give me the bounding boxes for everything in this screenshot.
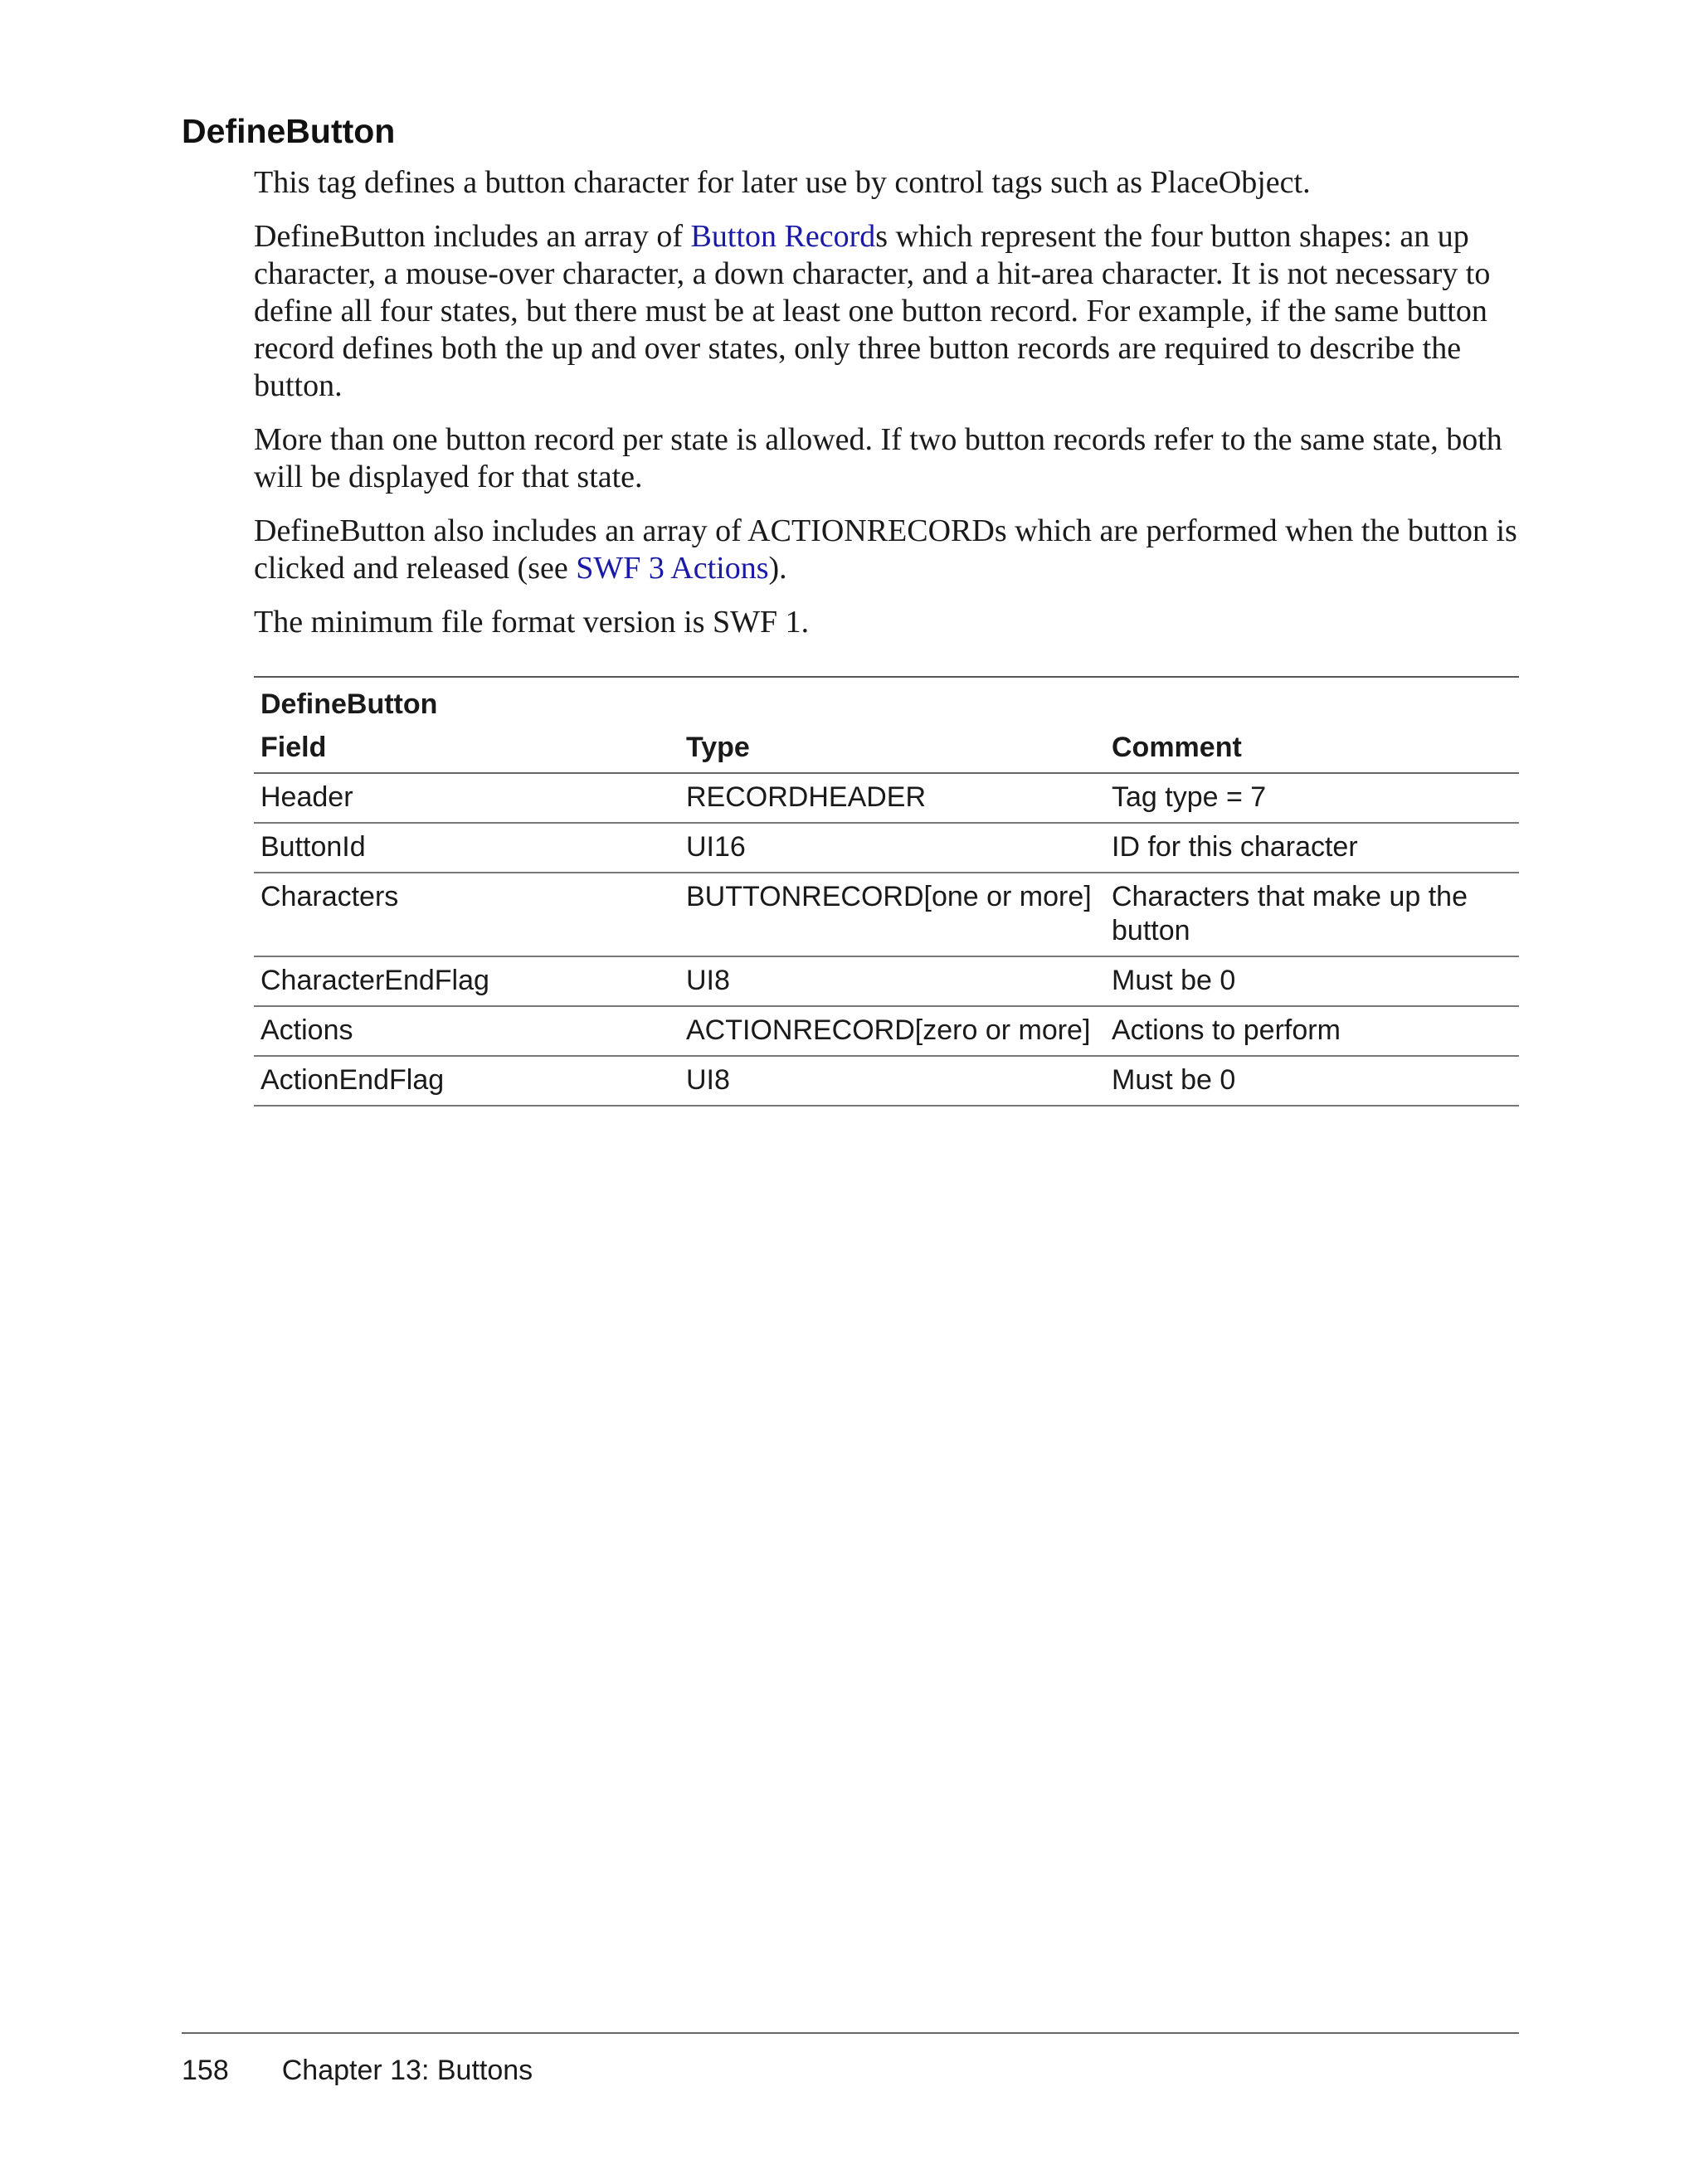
column-header-comment: Comment — [1105, 722, 1519, 773]
chapter-title: Chapter 13: Buttons — [281, 2055, 533, 2086]
cell-comment: Characters that make up the button — [1105, 873, 1519, 956]
paragraph-text: DefineButton includes an array of — [254, 219, 691, 254]
cell-comment: Must be 0 — [1105, 956, 1519, 1006]
table-row — [254, 873, 1519, 956]
cell-field: ButtonId — [254, 823, 679, 873]
page-number: 158 — [182, 2055, 229, 2086]
paragraph-multiple-records: More than one button record per state is allowed. If two button records refer to the same state, both will be displayed for that state. — [254, 422, 1502, 494]
paragraph-text: ). — [768, 551, 787, 586]
paragraph-actions — [254, 513, 1531, 587]
cell-comment: Must be 0 — [1105, 1056, 1519, 1106]
table-row — [254, 956, 1519, 1006]
cell-type: UI8 — [679, 956, 1105, 1006]
paragraph-text: s which represent the four button shapes: an up character, a mouse-over character, a down character, and a hit-area character. It is not necessary to define all four states, but there must be at least one button record. For example, if the same button record defines both the up and over states, only three button records are required to describe the button. — [254, 219, 1491, 403]
cell-field: Actions — [254, 1006, 679, 1056]
cell-field: CharacterEndFlag — [254, 956, 679, 1006]
table-row — [254, 773, 1519, 823]
cell-comment: ID for this character — [1105, 823, 1519, 873]
table-row — [254, 1006, 1519, 1056]
cell-comment: Actions to perform — [1105, 1006, 1519, 1056]
section-heading: DefineButton — [182, 112, 396, 150]
field-table — [254, 722, 1519, 1107]
cell-field: Header — [254, 773, 679, 823]
body-text — [254, 164, 1531, 658]
cell-field: ActionEndFlag — [254, 1056, 679, 1106]
column-header-field: Field — [254, 722, 679, 773]
cell-type: BUTTONRECORD[one or more] — [679, 873, 1105, 956]
page-footer — [182, 2052, 533, 2089]
table-row — [254, 823, 1519, 873]
cell-type: ACTIONRECORD[zero or more] — [679, 1006, 1105, 1056]
button-record-link[interactable]: Button Record — [690, 219, 876, 254]
cell-comment: Tag type = 7 — [1105, 773, 1519, 823]
column-header-type: Type — [679, 722, 1105, 773]
cell-type: RECORDHEADER — [679, 773, 1105, 823]
swf3-actions-link[interactable]: SWF 3 Actions — [576, 551, 769, 586]
paragraph-button-records — [254, 218, 1531, 405]
cell-field: Characters — [254, 873, 679, 956]
cell-type: UI16 — [679, 823, 1105, 873]
paragraph-intro: This tag defines a button character for later use by control tags such as PlaceObject. — [254, 165, 1311, 200]
paragraph-min-version: The minimum file format version is SWF 1. — [254, 605, 810, 640]
table-header-row — [254, 722, 1519, 773]
table-row — [254, 1056, 1519, 1106]
paragraph-text: DefineButton also includes an array of ACTIONRECORDs which are performed when the button is clicked and released (see — [254, 513, 1517, 586]
cell-type: UI8 — [679, 1056, 1105, 1106]
definebutton-table — [254, 676, 1519, 1107]
footer-divider — [182, 2032, 1519, 2034]
table-title: DefineButton — [254, 676, 1519, 722]
